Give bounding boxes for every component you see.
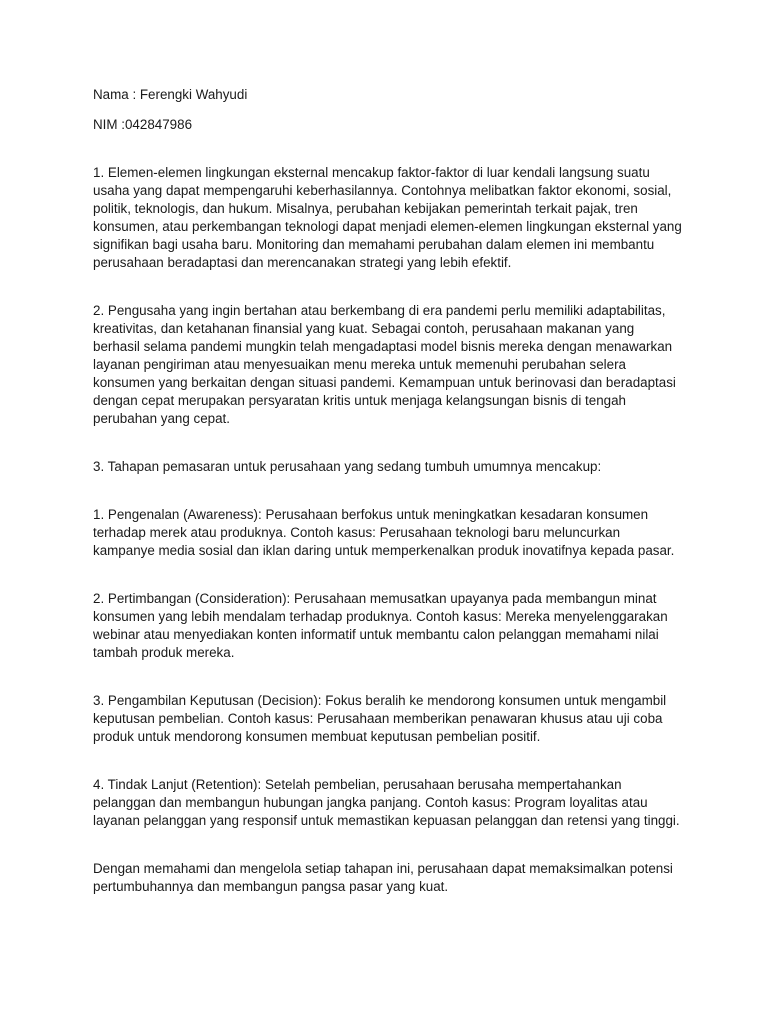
stage-retention: 4. Tindak Lanjut (Retention): Setelah pembelian, perusahaan berusaha mempertahankan pelanggan dan membangun hubungan jangka panjang. Contoh kasus: Program loyalitas atau layanan pelanggan yang responsif untuk memastikan kepuasan pelanggan dan retensi yang tinggi. [93, 777, 680, 828]
stage-consideration: 2. Pertimbangan (Consideration): Perusahaan memusatkan upayanya pada membangun minat konsumen yang lebih mendalam terhadap produknya. Contoh kasus: Mereka menyelenggarakan webinar atau menyediakan konten informatif untuk membantu calon pelanggan memahami nilai tambah produk mereka. [93, 591, 668, 660]
answer-2: 2. Pengusaha yang ingin bertahan atau berkembang di era pandemi perlu memiliki adaptabilitas, kreativitas, dan ketahanan finansial yang kuat. Sebagai contoh, perusahaan makanan yang berhasil selama pandemi mungkin telah mengadaptasi model bisnis mereka dengan menawarkan layanan pengiriman atau menyesuaikan menu mereka untuk memenuhi perubahan selera konsumen yang berkaitan dengan situasi pandemi. Kemampuan untuk berinovasi dan beradaptasi dengan cepat merupakan persyaratan kritis untuk menjaga kelangsungan bisnis di tengah perubahan yang cepat. [93, 303, 676, 426]
answer-3-intro: 3. Tahapan pemasaran untuk perusahaan yang sedang tumbuh umumnya mencakup: [93, 459, 602, 474]
answer-1: 1. Elemen-elemen lingkungan eksternal mencakup faktor-faktor di luar kendali langsung suatu usaha yang dapat mempengaruhi keberhasilannya. Contohnya melibatkan faktor ekonomi, sosial, politik, teknologis, dan hukum. Misalnya, perubahan kebijakan pemerintah terkait pajak, tren konsumen, atau perkembangan teknologi dapat menjadi elemen-elemen lingkungan eksternal yang signifikan bagi usaha baru. Monitoring dan memahami perubahan dalam elemen ini membantu perusahaan beradaptasi dan merencanakan strategi yang lebih efektif. [93, 165, 682, 270]
document-page [93, 86, 683, 896]
stage-awareness: 1. Pengenalan (Awareness): Perusahaan berfokus untuk meningkatkan kesadaran konsumen terhadap merek atau produknya. Contoh kasus: Perusahaan teknologi baru meluncurkan kampanye media sosial dan iklan daring untuk memperkenalkan produk inovatifnya kepada pasar. [93, 507, 675, 558]
student-name: Nama : Ferengki Wahyudi [93, 87, 248, 102]
student-nim: NIM :042847986 [93, 117, 193, 132]
stage-decision: 3. Pengambilan Keputusan (Decision): Fokus beralih ke mendorong konsumen untuk mengambil keputusan pembelian. Contoh kasus: Perusahaan memberikan penawaran khusus atau uji coba produk untuk mendorong konsumen membuat keputusan pembelian positif. [93, 693, 667, 744]
closing-paragraph: Dengan memahami dan mengelola setiap tahapan ini, perusahaan dapat memaksimalkan potensi pertumbuhannya dan membangun pangsa pasar yang kuat. [93, 861, 673, 894]
